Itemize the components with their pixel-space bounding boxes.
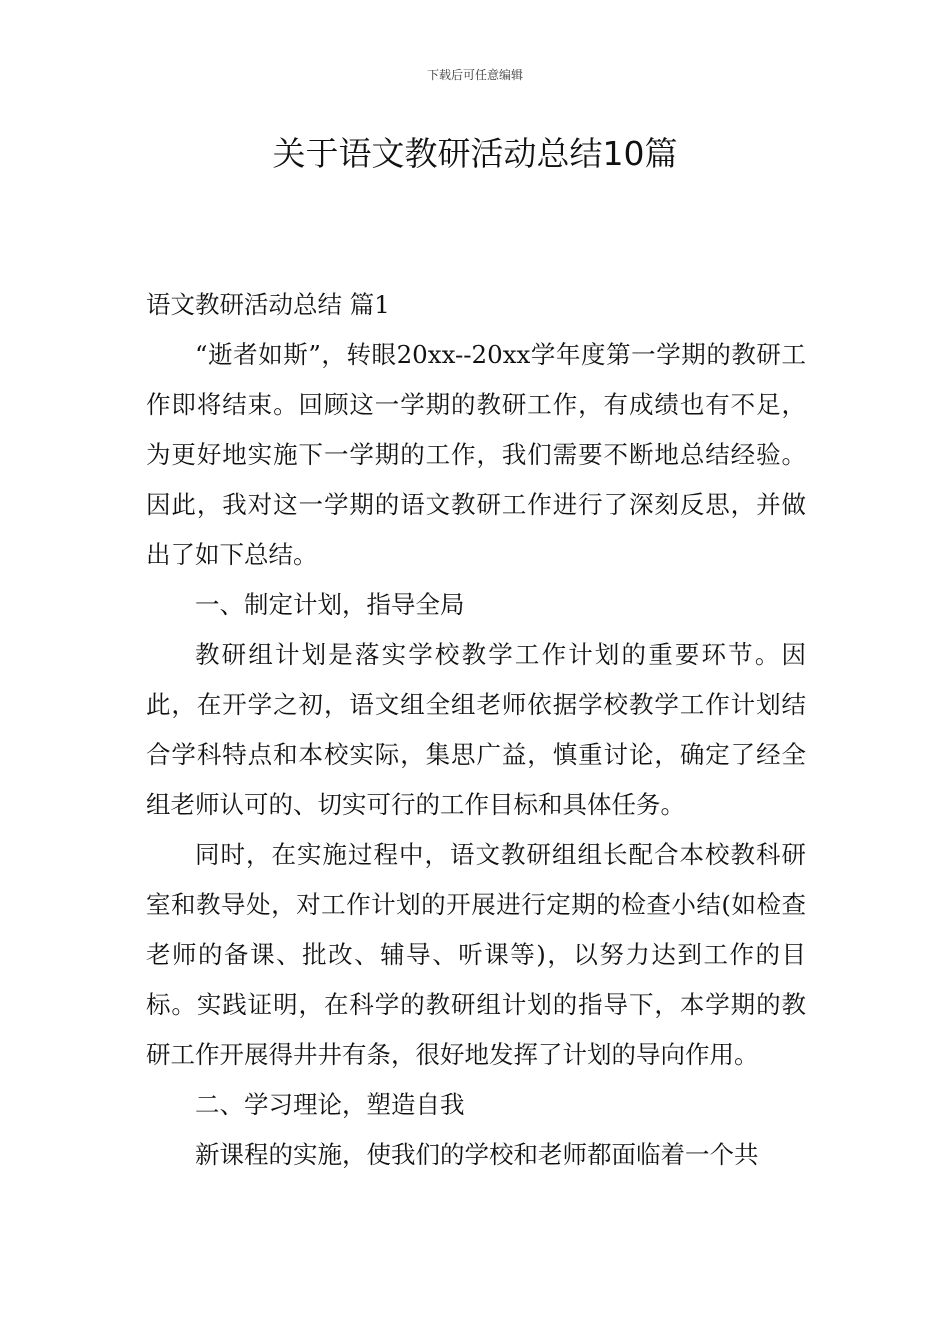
document-body — [146, 280, 806, 1180]
section-heading: 语文教研活动总结 篇1 — [146, 290, 390, 319]
paragraph-intro: “逝者如斯”，转眼20xx--20xx学年度第一学期的教研工作即将结束。回顾这一学期的教研工作，有成绩也有不足，为更好地实施下一学期的工作，我们需要不断地总结经验。因此，我对这一学期的语文教研工作进行了深刻反思，并做出了如下总结。 — [146, 340, 806, 569]
header-note: 下载后可任意编辑 — [426, 68, 523, 82]
paragraph-implementation: 同时，在实施过程中，语文教研组组长配合本校教科研室和教导处，对工作计划的开展进行定期的检查小结(如检查老师的备课、批改、辅导、听课等)，以努力达到工作的目标。实践证明，在科学的教研组计划的指导下，本学期的教研工作开展得井井有条，很好地发挥了计划的导向作用。 — [146, 840, 806, 1069]
paragraph-plan: 教研组计划是落实学校教学工作计划的重要环节。因此，在开学之初，语文组全组老师依据学校教学工作计划结合学科特点和本校实际，集思广益，慎重讨论，确定了经全组老师认可的、切实可行的工作目标和具体任务。 — [146, 640, 806, 819]
document-title: 关于语文教研活动总结10篇 — [272, 134, 678, 173]
paragraph-new-curriculum: 新课程的实施，使我们的学校和老师都面临着一个共 — [195, 1140, 759, 1169]
paragraph-heading-two: 二、学习理论，塑造自我 — [195, 1090, 465, 1119]
paragraph-heading-one: 一、制定计划，指导全局 — [195, 590, 465, 619]
